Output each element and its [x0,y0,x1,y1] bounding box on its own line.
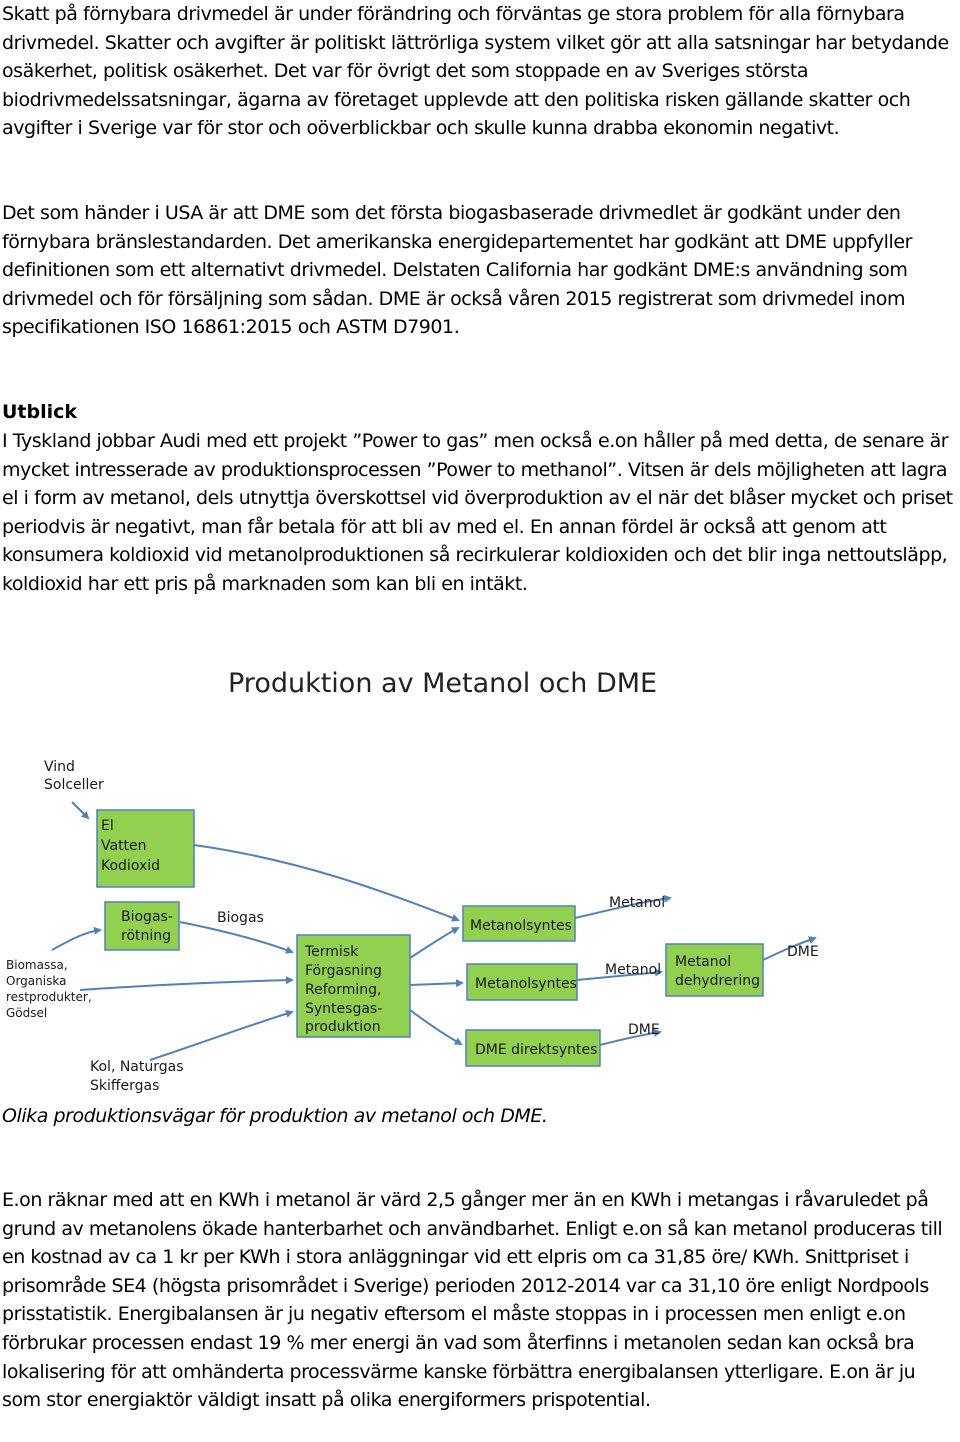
paragraph-eon: E.on räknar med att en KWh i metanol är värd 2,5 gånger mer än en KWh i metangas i råvaruledet på grund av metanolens ökade hanterbarhet och användbarhet. Enligt e.on så kan metanol produceras till en kostnad av ca 1 kr per KWh i stora anläggningar vid ett elpris om ca 31,85 öre/ KWh. Snittpriset i prisområde SE4 (högsta prisområdet i Sverige) perioden 2012-2014 var ca 31,10 öre enligt Nordpools prisstatistik. Energibalansen är ju negativ eftersom el måste stoppas in i processen men enligt e.on förbrukar processen endast 19 % mer energi än vad som återfinns i metanolen sedan kan också bra lokalisering för att omhänderta processvärme kanske förbättra energibalansen ytterligare. E.on är ju som stor energiaktör väldigt insatt på olika energiformers prispotential. [2,1189,943,1412]
label-metanol-out: Metanol [609,895,666,911]
label-dehydrering-2: dehydrering [675,973,761,989]
production-diagram [0,640,960,1100]
label-metanol-mid: Metanol [605,962,662,978]
label-biomassa-2: Organiska [6,974,67,988]
label-biomassa-3: restprodukter, [6,990,92,1004]
label-dme-out-2: DME [628,1022,660,1038]
label-dme-out-1: DME [787,944,819,960]
label-biomassa-4: Gödsel [6,1006,48,1020]
label-termisk-2: Förgasning [305,963,382,979]
label-vatten: Vatten [101,838,147,854]
heading-utblick: Utblick [2,401,78,423]
label-vind: Vind [44,759,75,775]
arrow-kol-termisk [150,1012,292,1060]
label-biomassa-1: Biomassa, [6,958,68,972]
arrow-el-metanolsyntes [194,845,458,920]
diagram-title: Produktion av Metanol och DME [228,668,658,699]
label-termisk-4: Syntesgas- [305,1001,383,1017]
label-termisk-1: Termisk [305,944,359,960]
label-dehydrering-1: Metanol [675,954,732,970]
arrow-termisk-metanolsyntes-1 [410,928,458,958]
arrow-biomassa-biogasrotning [52,930,100,950]
label-dme-direktsyntes: DME direktsyntes [475,1042,598,1058]
label-termisk-5: produktion [305,1019,381,1035]
label-kodioxid: Kodioxid [101,858,161,874]
arrow-vind-el [72,802,88,818]
label-solceller: Solceller [44,777,104,793]
label-el: El [101,818,114,834]
arrow-biogas-termisk [180,922,292,952]
arrow-termisk-dme [410,1010,461,1044]
label-biogasrotning-2: rötning [121,928,172,944]
label-kol-2: Skiffergas [90,1078,160,1094]
label-termisk-3: Reforming, [305,982,382,998]
arrow-termisk-metanolsyntes-2 [410,983,462,985]
paragraph-usa: Det som händer i USA är att DME som det första biogasbaserade drivmedlet är godkänt under den förnybara bränslestandarden. Det amerikanska energidepartementet har godkänt att DME uppfyller definitionen som ett alternativt drivmedel. Delstaten California har godkänt DME:s användning som drivmedel och för försäljning som sådan. DME är också våren 2015 registrerat som drivmedel inom specifikationen ISO 16861:2015 och ASTM D7901. [2,202,912,339]
label-metanolsyntes-1: Metanolsyntes [470,918,572,934]
arrow-biomassa-termisk [80,980,292,990]
paragraph-skatt: Skatt på förnybara drivmedel är under förändring och förväntas ge stora problem för alla förnybara drivmedel. Skatter och avgifter är politiskt lättrörliga system vilket gör att alla satsningar har betydande osäkerhet, politisk osäkerhet. Det var för övrigt det som stoppade en av Sveriges största biodrivmedelssatsningar, ägarna av företaget upplevde att den politiska risken gällande skatter och avgifter i Sverige var för stor och oöverblickbar och skulle kunna drabba ekonomin negativt. [2,3,949,140]
label-biogas: Biogas [217,910,264,926]
diagram-caption: Olika produktionsvägar för produktion av metanol och DME. [2,1105,548,1127]
label-metanolsyntes-2: Metanolsyntes [475,976,577,992]
label-biogasrotning-1: Biogas- [121,909,173,925]
paragraph-tyskland: I Tyskland jobbar Audi med ett projekt ”Power to gas” men också e.on håller på med detta, de senare är mycket intresserade av produktionsprocessen ”Power to methanol”. Vitsen är dels möjligheten att lagra el i form av metanol, dels utnyttja överskottsel vid överproduktion av el när det blåser mycket och priset periodvis är negativt, man får betala för att bli av med el. En annan fördel är också att genom att konsumera koldioxid vid metanolproduktionen så recirkulerar koldioxiden och det blir inga nettoutsläpp, koldioxid har ett pris på marknaden som kan bli en intäkt. [2,430,953,595]
label-kol-1: Kol, Naturgas [90,1059,184,1075]
